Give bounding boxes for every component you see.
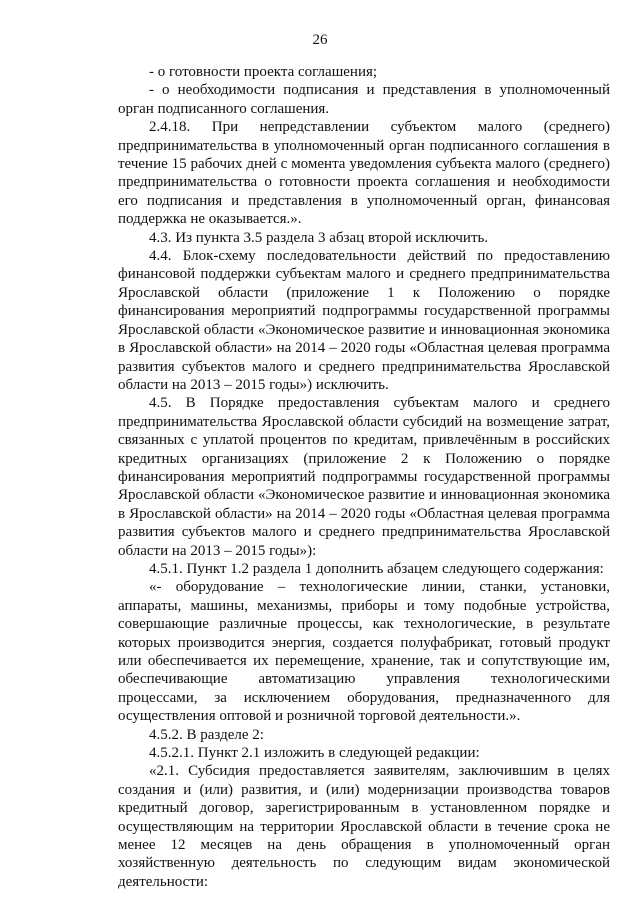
paragraph-readiness: - о готовности проекта соглашения; <box>149 64 378 80</box>
paragraph-2-4-18: 2.4.18. При непредставлении субъектом малого (среднего) предпринимательства в уполномоченный орган подписанного соглашения в течение 15 рабочих дней с момента уведомления субъекта малого (среднего) предпринимательства о готовности проекта соглашения и необходимости его подписания и представления в уполномоченный орган, финансовая поддержка не оказывается.». <box>118 119 610 228</box>
paragraph-4-5-2-1: 4.5.2.1. Пункт 2.1 изложить в следующей редакции: <box>149 745 480 762</box>
page-number: 26 <box>312 32 328 48</box>
paragraph-4-4: 4.4. Блок-схему последовательности действий по предоставлению финансовой поддержки субъектам малого и среднего предпринимательства Ярославской области (приложение 1 к Положению о порядке финансирования мероприятий подпрограммы государственной программы Ярославской области «Экономическое развитие и инновационная экономика в Ярославской области» на 2014 – 2020 годы «Областная целевая программа развития субъектов малого и среднего предпринимательства Ярославской области на 2013 – 2015 годы») исключить. <box>118 248 610 393</box>
paragraph-4-5-1: 4.5.1. Пункт 1.2 раздела 1 дополнить абзацем следующего содержания: <box>149 560 604 577</box>
document-body <box>118 63 610 891</box>
paragraph-equipment-definition: «- оборудование – технологические линии, станки, установки, аппараты, машины, механизмы, приборы и тому подобные устройства, совершающие различные процессы, как технологические, в результате которых производится энергия, создается полуфабрикат, готовый продукт или обеспечивается их перемещение, хранение, так и сопутствующие им, обеспечивающие автоматизацию управления технологическими процессами, за исключением оборудования, предназначенного для осуществления оптовой и розничной торговой деятельности.». <box>118 579 610 725</box>
paragraph-2-1-subsidy: «2.1. Субсидия предоставляется заявителям, заключившим в целях создания и (или) развития, и (или) модернизации производства товаров кредитный договор, зарегистрированным в установленном порядке и осуществляющим на территории Ярославской области в течение срока не менее 12 месяцев на день обращения в уполномоченный орган хозяйственную деятельность по следующим видам экономической деятельности: <box>118 763 610 890</box>
paragraph-4-5-2: 4.5.2. В разделе 2: <box>149 726 264 743</box>
paragraph-4-3: 4.3. Из пункта 3.5 раздела 3 абзац второй исключить. <box>149 229 489 246</box>
paragraph-4-5: 4.5. В Порядке предоставления субъектам малого и среднего предпринимательства Ярославской области субсидий на возмещение затрат, связанных с уплатой процентов по кредитам, привлечённым в российских кредитных организациях (приложение 2 к Положению о порядке финансирования мероприятий подпрограммы государственной программы Ярославской области «Экономическое развитие и инновационная экономика в Ярославской области» на 2014 – 2020 годы «Областная целевая программа развития субъектов малого и среднего предпринимательства Ярославской области на 2013 – 2015 годы»): <box>118 395 610 559</box>
paragraph-signing-need: - о необходимости подписания и представления в уполномоченный орган подписанного соглашения. <box>118 82 610 117</box>
